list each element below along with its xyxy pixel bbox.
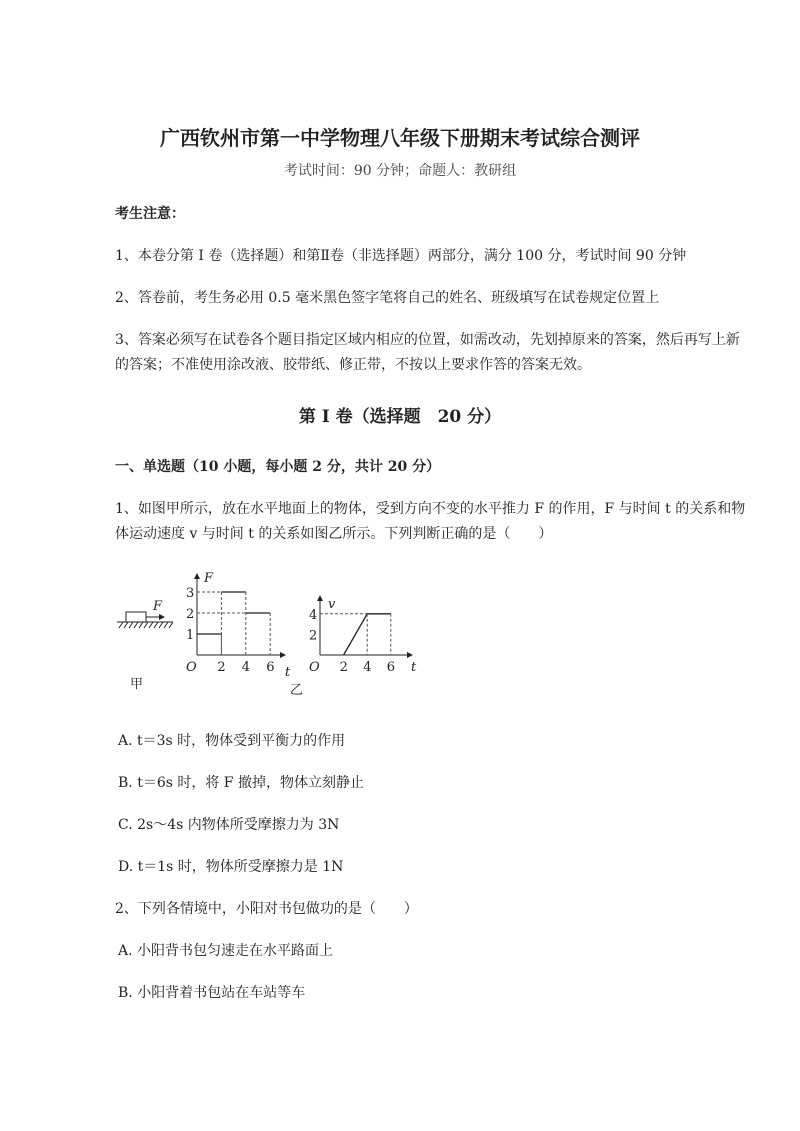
- hatch-line: [169, 622, 173, 628]
- t-axis-label: t: [411, 660, 417, 675]
- part-heading: 一、单选题（10 小题，每小题 2 分，共计 20 分）: [115, 459, 441, 475]
- option-a[interactable]: A. 小阳背书包匀速走在水平路面上: [118, 943, 334, 959]
- question-stem: 1、如图甲所示，放在水平地面上的物体，受到方向不变的水平推力 F 的作用，F 与时间 t 的关系和物: [115, 501, 746, 517]
- hatch-line: [144, 622, 148, 628]
- v-t-graph: [309, 596, 417, 675]
- hatch-line: [139, 622, 143, 628]
- question-stem: 2、下列各情境中，小阳对书包做功的是（ ）: [115, 901, 418, 917]
- block: [126, 612, 146, 622]
- hatch-line: [149, 622, 153, 628]
- origin-label: O: [186, 660, 197, 675]
- question-figure: [100, 560, 430, 700]
- figure-label-b: 乙: [290, 683, 304, 698]
- t-tick-label: 4: [241, 660, 251, 675]
- F-tick-label: 2: [186, 607, 195, 622]
- block-diagram: [117, 599, 173, 692]
- F-t-graph: [186, 571, 291, 680]
- notice-item: 3、答案必须写在试卷各个题目指定区域内相应的位置，如需改动，先划掉原来的答案，然后再写上新: [115, 332, 740, 348]
- hatch-line: [119, 622, 123, 628]
- t-tick-label: 4: [363, 660, 372, 675]
- force-label: F: [153, 599, 163, 614]
- F-tick-label: 1: [186, 628, 195, 643]
- F-tick-label: 3: [186, 586, 195, 601]
- t-tick-label: 6: [266, 660, 275, 675]
- v-tick-label: 2: [309, 628, 318, 644]
- notice-heading: 考生注意：: [115, 206, 185, 222]
- origin-label: O: [309, 660, 320, 675]
- option-c[interactable]: C. 2s～4s 内物体所受摩擦力为 3N: [118, 817, 340, 833]
- option-a[interactable]: A. t＝3s 时，物体受到平衡力的作用: [118, 733, 346, 749]
- hatch-line: [164, 622, 168, 628]
- exam-title: 广西钦州市第一中学物理八年级下册期末考试综合测评: [160, 126, 640, 150]
- exam-subtitle: 考试时间：90 分钟；命题人：教研组: [283, 163, 517, 179]
- t-tick-label: 2: [217, 660, 226, 675]
- notice-item: 1、本卷分第 I 卷（选择题）和第Ⅱ卷（非选择题）两部分，满分 100 分，考试时间 90 分钟: [115, 248, 687, 264]
- t-tick-label: 6: [386, 660, 396, 675]
- hatch-line: [129, 622, 133, 628]
- notice-item: 的答案；不准使用涂改液、胶带纸、修正带，不按以上要求作答的答案无效。: [115, 357, 591, 373]
- option-b[interactable]: B. 小阳背着书包站在车站等车: [118, 985, 306, 1001]
- hatch-line: [154, 622, 158, 628]
- section-title: 第 I 卷（选择题 20 分）: [298, 407, 502, 427]
- notice-item: 2、答卷前，考生务必用 0.5 毫米黑色签字笔将自己的姓名、班级填写在试卷规定位置上: [115, 290, 660, 306]
- option-b[interactable]: B. t＝6s 时，将 F 撤掉，物体立刻静止: [118, 775, 364, 791]
- t-tick-label: 2: [339, 660, 348, 675]
- v-tick-label: 4: [309, 607, 318, 623]
- F-axis-label: F: [204, 571, 214, 586]
- figure-label-a: 甲: [130, 677, 144, 692]
- hatch-line: [124, 622, 128, 628]
- v-axis-label: v: [328, 597, 336, 612]
- t-axis-label: t: [285, 665, 291, 680]
- hatch-line: [159, 622, 163, 628]
- option-d[interactable]: D. t＝1s 时，物体所受摩擦力是 1N: [118, 859, 344, 875]
- question-stem: 体运动速度 v 与时间 t 的关系如图乙所示。下列判断正确的是（ ）: [115, 526, 553, 542]
- ground-hatch: [119, 622, 173, 628]
- hatch-line: [134, 622, 138, 628]
